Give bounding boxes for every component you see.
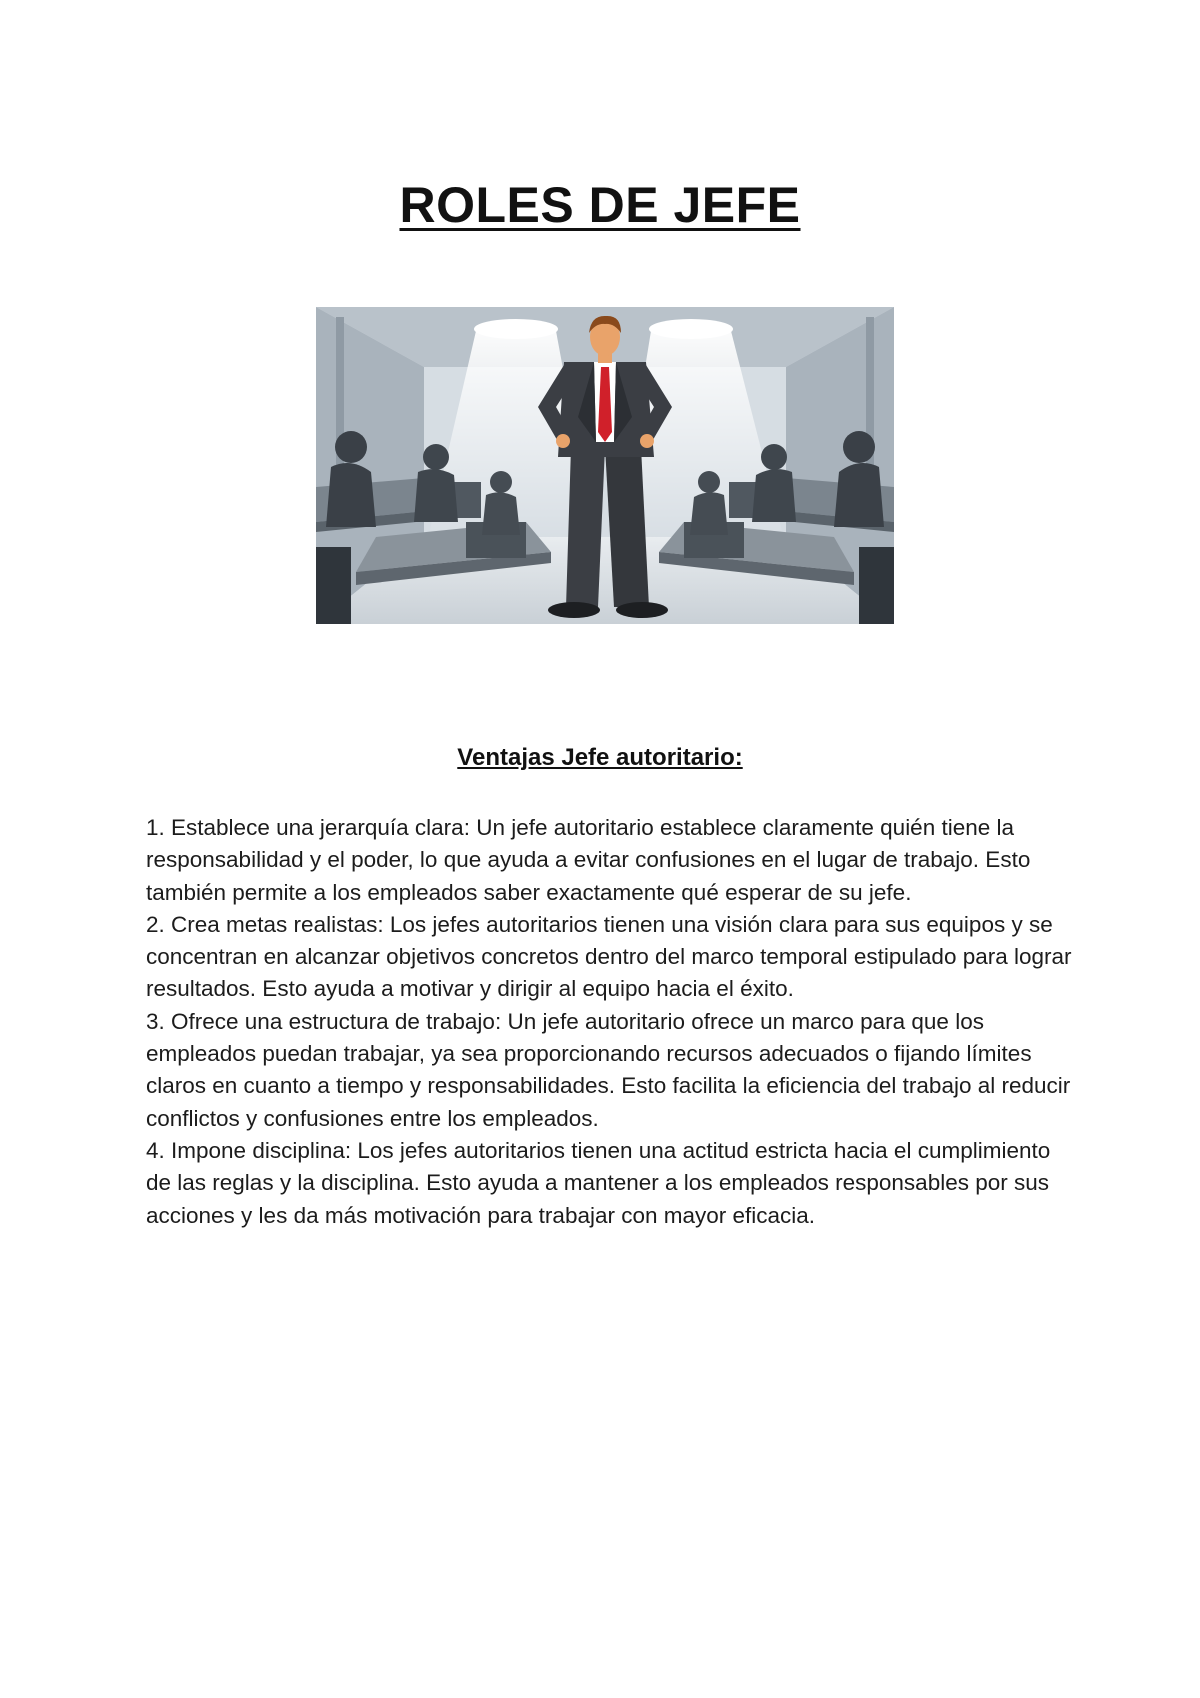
page-title: ROLES DE JEFE [399, 177, 801, 233]
list-item: 3. Ofrece una estructura de trabajo: Un jefe autoritario ofrece un marco para que los empleados puedan trabajar, ya sea proporcionando recursos adecuados o fijando límites claros en cuanto a tiempo y responsabilidades. Esto facilita la eficiencia del trabajo al reducir conflictos y confusiones entre los empleados. [146, 1008, 1071, 1131]
boss-in-office-illustration [316, 307, 894, 624]
list-item: 1. Establece una jerarquía clara: Un jefe autoritario establece claramente quién tiene la responsabilidad y el poder, lo que ayuda a evitar confusiones en el lugar de trabajo. Esto también permite a los empleados saber exactamente qué esperar de su jefe. [146, 815, 1031, 905]
section-heading: Ventajas Jefe autoritario: [457, 744, 743, 771]
list-item: 4. Impone disciplina: Los jefes autoritarios tienen una actitud estricta hacia el cumplimiento de las reglas y la disciplina. Esto ayuda a mantener a los empleados responsables por sus acciones y les da más motivación para trabajar con mayor eficacia. [146, 1137, 1051, 1228]
list-item: 2. Crea metas realistas: Los jefes autoritarios tienen una visión clara para sus equipos y se concentran en alcanzar objetivos concretos dentro del marco temporal estipulado para lograr resultados. Esto ayuda a motivar y dirigir al equipo hacia el éxito. [146, 911, 1072, 1002]
body-text [146, 812, 1076, 1232]
